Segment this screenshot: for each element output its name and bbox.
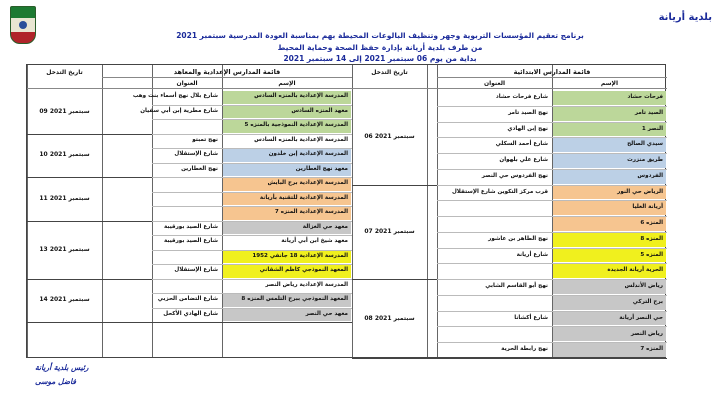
right-school-address: شارع علي بلهوان [499,157,548,164]
left-school-name: معهد شيخ ابن أبي أريانة [223,236,351,249]
left-school-address: شارع التضامن الحزبي [157,296,218,303]
left-school-address: نهج العطارين [181,165,218,172]
left-school-name: المدرسة الإعدادية برج البايش [223,178,351,191]
right-section-title: قائمة المدارس الابتدائية [513,68,591,76]
left-school-address: شارع مطرية إبن أبي سفيان [140,107,218,114]
left-school-address: شارع الصيد بورقيبة [163,223,218,230]
program-subtitle: من طرف بلدية أريانة بإدارة حفظ الصحة وحماية المحيط [277,43,483,52]
left-intervention-date: 13 سبتمبر 2021 [39,245,90,253]
right-school-name: سيدي الصالح [553,138,666,152]
right-school-address: شارع فرحات حشاد [495,94,548,101]
right-name-header: الإسم [600,80,619,87]
right-school-name: فرحات حشاد [553,91,666,105]
left-school-address [153,251,221,264]
left-school-address [153,280,221,293]
left-school-name: معهد نهج العطارين [223,164,351,177]
left-school-name: معهد حي النصر [223,309,351,322]
municipality-name: بلدية أريانة [658,12,712,23]
left-address-header: العنوان [176,80,198,87]
left-school-name: المدرسة الإعدادية بالمنزه السادس [223,91,351,104]
schedule-table [26,64,666,358]
right-school-address: شارع أكشانا [514,314,548,321]
left-school-name: المدرسة الإعدادية النموذجية بالمنزه 5 [223,120,351,133]
left-intervention-date: 11 سبتمبر 2021 [39,194,90,202]
left-school-address [153,120,221,133]
left-school-address: شارع بلال نهج أسماء بنت وهب [132,93,218,100]
right-address-header: العنوان [483,80,506,87]
right-intervention-date: 07 سبتمبر 2021 [364,227,415,235]
right-school-name: النصر 1 [553,123,666,137]
right-school-name: رياض النصر [553,327,666,341]
right-school-address [438,201,551,215]
left-school-address [153,178,221,191]
right-school-address: نهج رابطة الحرية [501,346,548,353]
program-dates: بداية من يوم 06 سبتمبر 2021 إلى 14 سبتمبر 2021 [283,54,477,63]
right-school-name: الرياض حي النور [553,186,666,200]
right-school-address: نهج الفردوس حي النصر [481,172,548,179]
right-school-name: الحرية أريانة الجديدة [553,264,666,278]
left-intervention-date: 10 سبتمبر 2021 [39,151,90,159]
right-school-name: حي النصر أريانة [553,312,666,326]
municipality-logo [10,6,36,44]
left-school-address: شارع الإستقلال [174,151,218,158]
signature-name: فاضل موسى [35,377,76,386]
left-school-name: معهد حي الغزالة [223,222,351,235]
right-school-name: رياض الأندلس [553,280,666,294]
right-school-address: قرب مركز التكوين شارع الإستقلال [451,188,548,195]
left-school-name: المعهد النموذجي ببرج التلمس المنزه 8 [223,294,351,307]
right-school-name: المنزه 5 [553,249,666,263]
left-school-name: معهد المنزه السادس [223,106,351,119]
left-school-name: المدرسة الإعدادية إبن خلدون [223,149,351,162]
right-school-address: نهج أبو القاسم الشابي [485,283,548,290]
right-school-address: نهج الطاهر بن عاشور [488,235,548,242]
right-school-name: أريانة العليا [553,201,666,215]
left-intervention-date: 09 سبتمبر 2021 [39,107,90,115]
program-title: برنامج تعقيم المؤسسات التربوية وجهر وتنظيف البالوعات المحيطة بهم بمناسبة العودة المدرسية سبتمبر 2021 [176,31,584,40]
right-intervention-date: 08 سبتمبر 2021 [364,314,415,322]
left-school-address: شارع الصيد بورقيبة [163,238,218,245]
right-school-address [438,217,551,231]
right-school-name: الفردوس [553,170,666,184]
left-school-name: المدرسة الإعدادية المنزه 7 [223,207,351,220]
left-school-address: شارع الإستقلال [174,267,218,274]
right-school-address: شارع أريانة [516,251,548,258]
right-school-name: المنزه 6 [553,217,666,231]
right-school-address: نهج الصيد تامر [508,109,548,116]
left-school-address: شارع الهادي الأكحل [163,310,218,317]
left-school-name: المعهد النموذجي كاظم الشقاني [223,265,351,278]
left-school-address [153,207,221,220]
right-school-name: برج التركي [553,296,666,310]
right-school-name: المنزه 8 [553,233,666,247]
left-school-name: المدرسة الإعدادية 18 جانفي 1952 [223,251,351,264]
signature-title: رئيس بلدية أريانة [35,363,89,372]
left-school-address: نهج تمبتو [192,136,218,143]
right-school-address [438,327,551,341]
right-school-name: طريق منزرت [553,154,666,168]
left-name-header: الإسم [278,80,296,87]
left-intervention-date: 14 سبتمبر 2021 [39,296,90,304]
left-school-name: المدرسة الإعدادية رياض النصر [223,280,351,293]
left-school-name: المدرسة الإعدادية بالمنزه السادس [223,135,351,148]
right-intervention-date: 06 سبتمبر 2021 [364,133,415,141]
right-school-name: المنزه 7 [553,343,666,357]
right-school-address: نهج إبن الهادي [507,125,548,132]
right-school-address: شارع أحمد السكلي [495,141,548,148]
right-school-address [438,296,551,310]
right-school-address [438,264,551,278]
left-date-header: تاريخ التدخل [46,69,83,76]
right-school-name: الصيد تامر [553,107,666,121]
left-section-title: قائمة المدارس الإعدادية والمعاهد [173,68,281,76]
left-school-address [153,193,221,206]
left-school-name: المدرسة الإعدادية للتقنية بأريانة [223,193,351,206]
right-date-header: تاريخ التدخل [371,69,408,76]
